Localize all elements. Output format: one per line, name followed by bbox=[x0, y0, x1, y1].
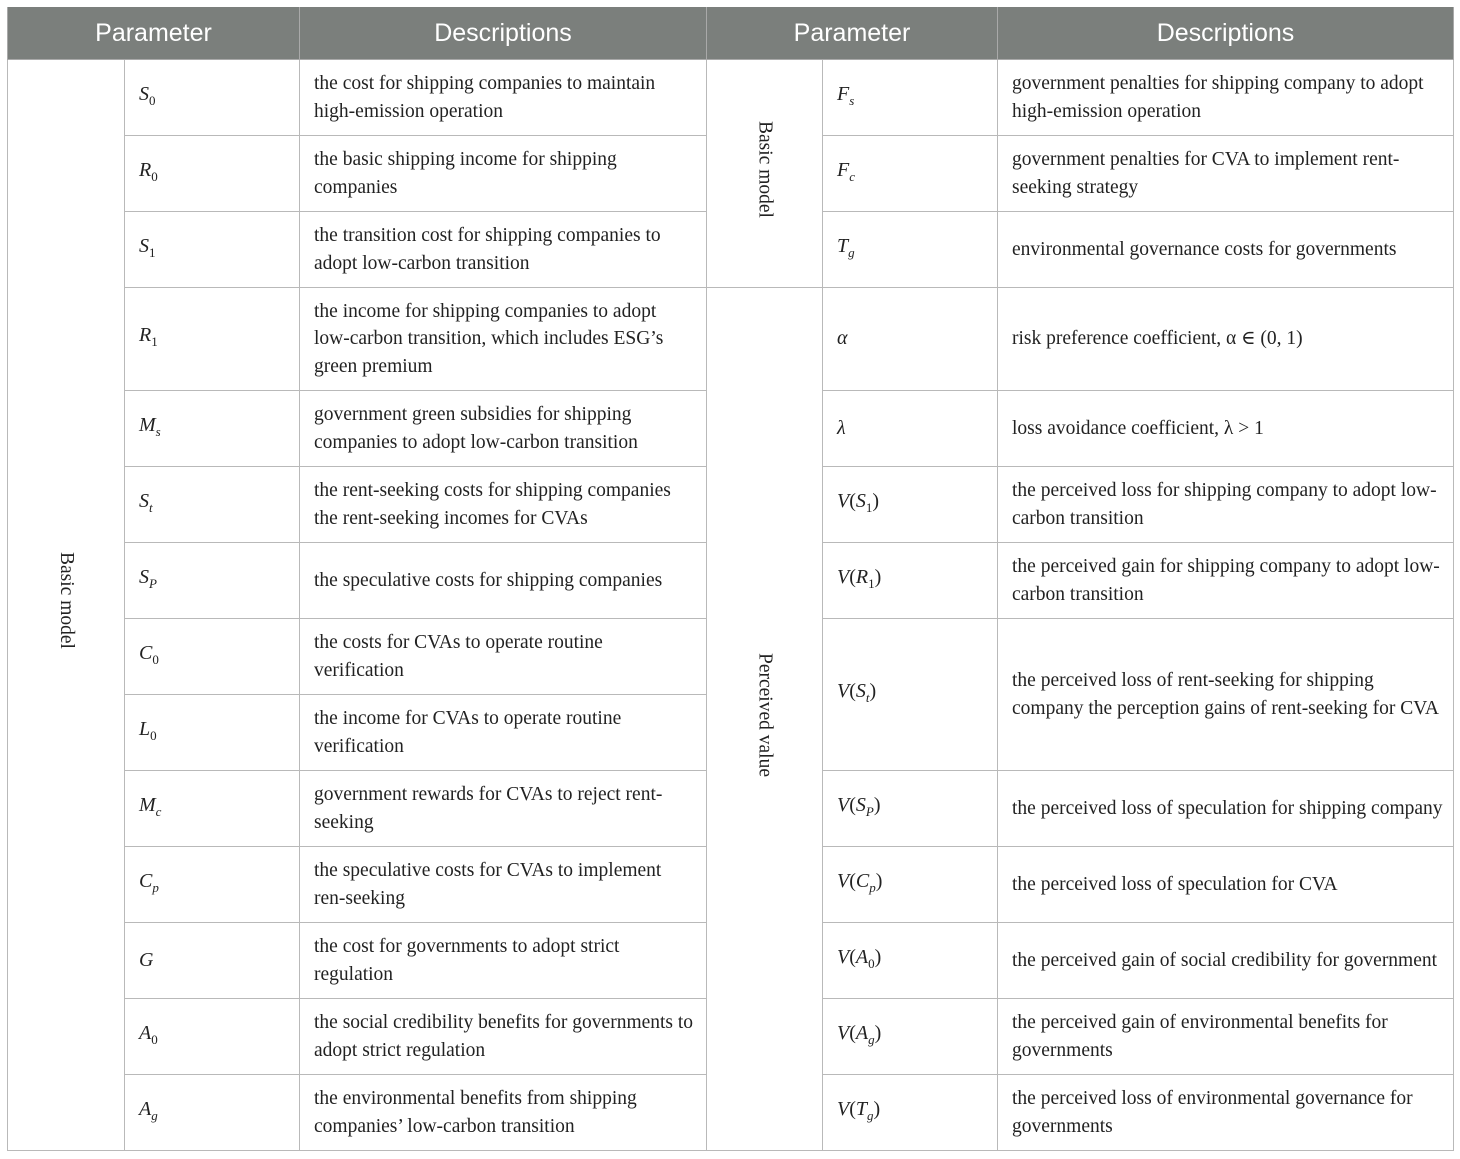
param-symbol: $V(C_p)$ bbox=[823, 847, 998, 923]
param-description: the transition cost for shipping companies to adopt low-carbon transition bbox=[300, 212, 707, 288]
param-description: the cost for shipping companies to maintain high-emission operation bbox=[300, 60, 707, 136]
param-symbol: $A_0$ bbox=[125, 999, 300, 1075]
param-description: the income for shipping companies to adopt low-carbon transition, which includes ESG’s green premium bbox=[300, 288, 707, 391]
param-description: the speculative costs for CVAs to implement ren-seeking bbox=[300, 847, 707, 923]
param-symbol: $V(S_P)$ bbox=[823, 771, 998, 847]
param-symbol: $R_0$ bbox=[125, 136, 300, 212]
param-symbol: α bbox=[823, 288, 998, 391]
param-description: government penalties for CVA to implement rent-seeking strategy bbox=[998, 136, 1454, 212]
param-description: risk preference coefficient, α ∈ (0, 1) bbox=[998, 288, 1454, 391]
param-description: the environmental benefits from shipping companies’ low-carbon transition bbox=[300, 1075, 707, 1151]
param-symbol: $C_0$ bbox=[125, 619, 300, 695]
param-description: the perceived gain for shipping company to adopt low- carbon transition bbox=[998, 543, 1454, 619]
param-symbol: $C_p$ bbox=[125, 847, 300, 923]
header-parameter-right: Parameter bbox=[707, 7, 998, 60]
group-label: Basic model bbox=[754, 120, 776, 218]
param-symbol: $F_c$ bbox=[823, 136, 998, 212]
group-basic-model-left bbox=[8, 60, 125, 1151]
param-symbol: $M_c$ bbox=[125, 771, 300, 847]
group-perceived-value bbox=[707, 288, 823, 1151]
param-description: government rewards for CVAs to reject rent-seeking bbox=[300, 771, 707, 847]
table-row bbox=[8, 288, 1454, 391]
header-descriptions-right: Descriptions bbox=[998, 7, 1454, 60]
param-description: government green subsidies for shipping companies to adopt low-carbon transition bbox=[300, 391, 707, 467]
param-symbol: $R_1$ bbox=[125, 288, 300, 391]
parameter-table bbox=[7, 7, 1454, 1151]
param-description: the speculative costs for shipping companies bbox=[300, 543, 707, 619]
param-description: the costs for CVAs to operate routine verification bbox=[300, 619, 707, 695]
param-description: the basic shipping income for shipping companies bbox=[300, 136, 707, 212]
param-symbol: $V(S_t)$ bbox=[823, 619, 998, 771]
param-description: environmental governance costs for governments bbox=[998, 212, 1454, 288]
param-description: the social credibility benefits for governments to adopt strict regulation bbox=[300, 999, 707, 1075]
param-symbol: $S_1$ bbox=[125, 212, 300, 288]
table-row bbox=[8, 60, 1454, 136]
param-description: government penalties for shipping company to adopt high-emission operation bbox=[998, 60, 1454, 136]
param-symbol: $V(T_g)$ bbox=[823, 1075, 998, 1151]
param-description: the perceived loss for shipping company to adopt low- carbon transition bbox=[998, 467, 1454, 543]
header-descriptions-left: Descriptions bbox=[300, 7, 707, 60]
param-symbol: $T_g$ bbox=[823, 212, 998, 288]
param-description: loss avoidance coefficient, λ > 1 bbox=[998, 391, 1454, 467]
param-symbol: $S_t$ bbox=[125, 467, 300, 543]
param-description: the perceived loss of speculation for shipping company bbox=[998, 771, 1454, 847]
param-description: the rent-seeking costs for shipping companies the rent-seeking incomes for CVAs bbox=[300, 467, 707, 543]
group-label: Perceived value bbox=[754, 652, 776, 777]
param-symbol: λ bbox=[823, 391, 998, 467]
param-description: the income for CVAs to operate routine verification bbox=[300, 695, 707, 771]
param-symbol: $A_g$ bbox=[125, 1075, 300, 1151]
param-symbol: G bbox=[125, 923, 300, 999]
param-symbol: $F_s$ bbox=[823, 60, 998, 136]
param-symbol: $L_0$ bbox=[125, 695, 300, 771]
param-symbol: $V(A_g)$ bbox=[823, 999, 998, 1075]
param-symbol: $V(A_0)$ bbox=[823, 923, 998, 999]
group-label: Basic model bbox=[55, 552, 77, 650]
group-basic-model-right bbox=[707, 60, 823, 288]
param-symbol: $V(S_1)$ bbox=[823, 467, 998, 543]
param-description: the perceived loss of speculation for CVA bbox=[998, 847, 1454, 923]
param-description: the cost for governments to adopt strict regulation bbox=[300, 923, 707, 999]
param-description: the perceived loss of environmental governance for governments bbox=[998, 1075, 1454, 1151]
param-symbol: $S_P$ bbox=[125, 543, 300, 619]
param-description: the perceived gain of social credibility for government bbox=[998, 923, 1454, 999]
param-symbol: $M_s$ bbox=[125, 391, 300, 467]
param-description: the perceived loss of rent-seeking for shipping company the perception gains of rent-seeking for CVA bbox=[998, 619, 1454, 771]
header-parameter-left: Parameter bbox=[8, 7, 300, 60]
param-description: the perceived gain of environmental benefits for governments bbox=[998, 999, 1454, 1075]
param-symbol: $V(R_1)$ bbox=[823, 543, 998, 619]
param-symbol: $S_0$ bbox=[125, 60, 300, 136]
